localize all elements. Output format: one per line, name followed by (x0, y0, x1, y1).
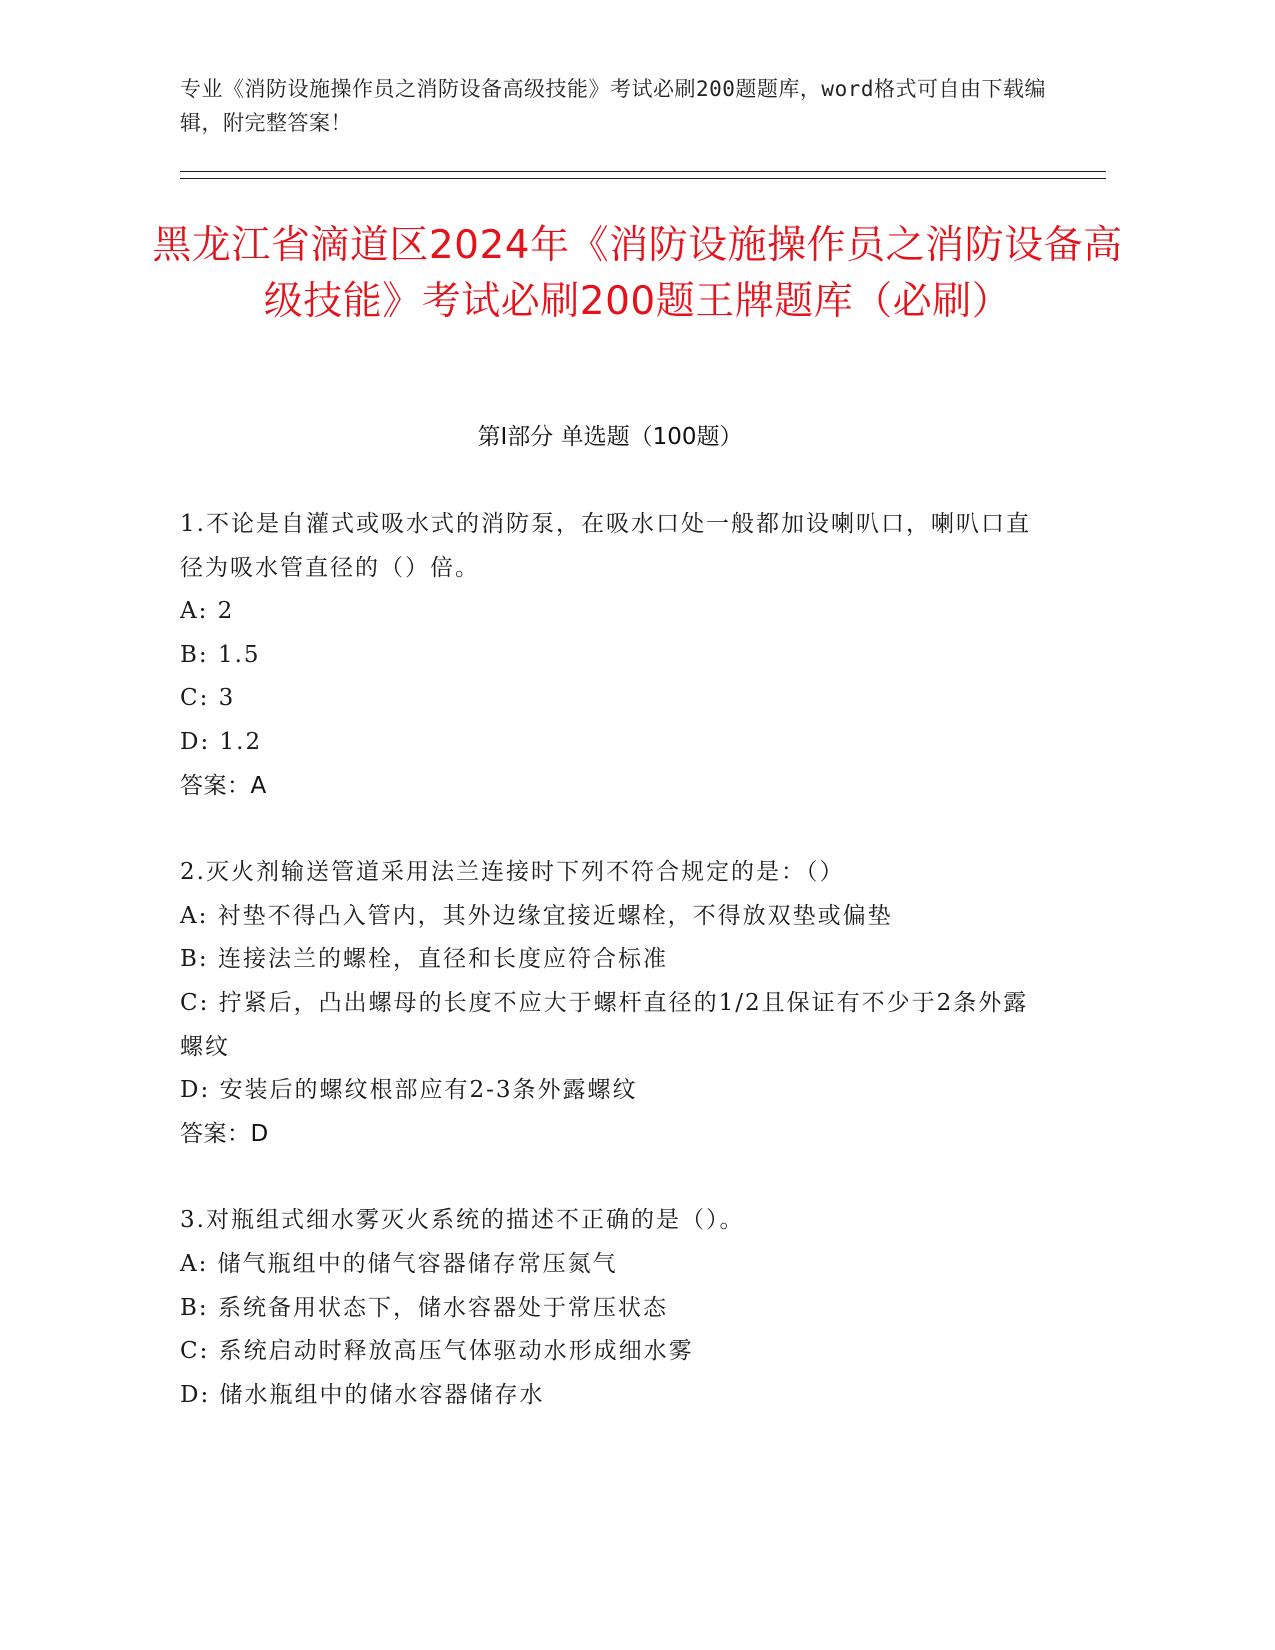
option-d: D: 储水瓶组中的储水容器储存水 (180, 1381, 545, 1408)
option-c: C: 拧紧后，凸出螺母的长度不应大于螺杆直径的1/2且保证有不少于2条外露螺纹 (180, 989, 1029, 1060)
answer-line: 答案：D (180, 1120, 269, 1147)
option-d: D: 安装后的螺纹根部应有2-3条外露螺纹 (180, 1077, 638, 1104)
option-b: B: 连接法兰的螺栓，直径和长度应符合标准 (180, 946, 668, 973)
question-1 (180, 503, 1050, 808)
header-rule-bottom (180, 178, 1106, 179)
option-a: A: 储气瓶组中的储气容器储存常压氮气 (180, 1250, 618, 1277)
answer-line: 答案：A (180, 772, 267, 799)
question-list (180, 503, 1050, 1460)
section-title: 第I部分 单选题（100题） (477, 424, 743, 450)
header-rule-top (180, 171, 1106, 172)
option-a: A: 衬垫不得凸入管内，其外边缘宜接近螺栓，不得放双垫或偏垫 (180, 902, 893, 929)
option-b: B: 1.5 (180, 641, 261, 668)
question-2 (180, 851, 1050, 1156)
option-a: A: 2 (180, 598, 235, 625)
question-stem: 2.灭火剂输送管道采用法兰连接时下列不符合规定的是：（） (180, 859, 845, 886)
option-d: D: 1.2 (180, 728, 263, 755)
question-3 (180, 1199, 1050, 1417)
option-c: C: 系统启动时释放高压气体驱动水形成细水雾 (180, 1338, 694, 1365)
question-stem: 3.对瓶组式细水雾灭火系统的描述不正确的是（）。 (180, 1207, 745, 1234)
header-note: 专业《消防设施操作员之消防设备高级技能》考试必刷200题题库，word格式可自由下载编辑，附完整答案！ (180, 77, 1046, 135)
option-c: C: 3 (180, 685, 236, 712)
option-b: B: 系统备用状态下，储水容器处于常压状态 (180, 1294, 668, 1321)
question-stem: 1.不论是自灌式或吸水式的消防泵，在吸水口处一般都加设喇叭口，喇叭口直径为吸水管直径的（）倍。 (180, 511, 1031, 581)
document-title: 黑龙江省滴道区2024年《消防设施操作员之消防设备高级技能》考试必刷200题王牌题库（必刷） (152, 223, 1123, 324)
